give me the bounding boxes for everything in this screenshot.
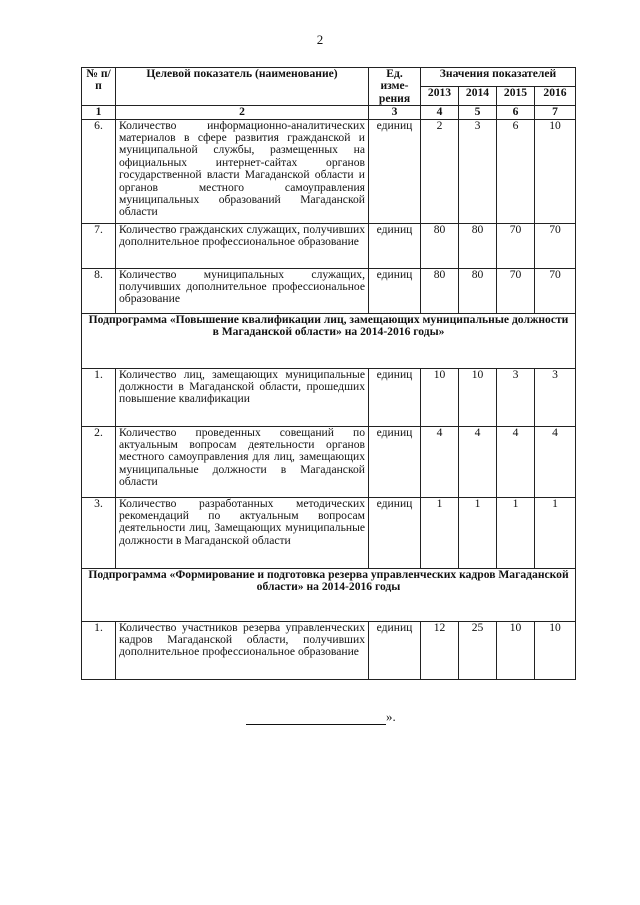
row-value: 1: [497, 497, 535, 568]
column-numbers-row: [82, 106, 576, 119]
row-value: 10: [421, 368, 459, 426]
table-row: [82, 426, 576, 497]
header-num: № п/п: [82, 68, 116, 106]
table-row: [82, 621, 576, 679]
column-number: 7: [535, 106, 576, 119]
row-value: 4: [459, 426, 497, 497]
row-number: 2.: [82, 426, 116, 497]
header-year: 2016: [535, 87, 576, 106]
row-unit: единиц: [369, 268, 421, 313]
header-unit: Ед. изме-рения: [369, 68, 421, 106]
column-number: 2: [116, 106, 369, 119]
row-number: 6.: [82, 119, 116, 223]
target-indicators-table: [81, 67, 576, 680]
row-value: 70: [497, 223, 535, 268]
row-value: 12: [421, 621, 459, 679]
row-value: 3: [497, 368, 535, 426]
row-value: 70: [535, 268, 576, 313]
table-row: [82, 119, 576, 223]
closing-line: [246, 709, 396, 725]
row-value: 1: [459, 497, 497, 568]
row-unit: единиц: [369, 368, 421, 426]
row-unit: единиц: [369, 621, 421, 679]
row-value: 4: [421, 426, 459, 497]
row-indicator: Количество информационно-аналитических материалов в сфере развития гражданской и муниципальной службы, размещенных на официальных интернет-сайтах органов государственной власти Магаданской области и органов местного самоуправления муниципальных образований Магаданской области: [116, 119, 369, 223]
row-indicator: Количество лиц, замещающих муниципальные должности в Магаданской области, прошедших повышение квалификации: [116, 368, 369, 426]
header-row: [82, 68, 576, 87]
row-number: 8.: [82, 268, 116, 313]
row-value: 4: [497, 426, 535, 497]
row-unit: единиц: [369, 426, 421, 497]
subprogram-title: Подпрограмма «Повышение квалификации лиц, замещающих муниципальные должности в Магаданской области» на 2014-2016 годы»: [82, 313, 576, 368]
closing-underline: [246, 712, 386, 725]
row-value: 1: [421, 497, 459, 568]
row-value: 80: [421, 223, 459, 268]
row-unit: единиц: [369, 223, 421, 268]
row-value: 10: [535, 119, 576, 223]
closing-mark: ».: [386, 709, 396, 724]
row-number: 1.: [82, 368, 116, 426]
row-indicator: Количество участников резерва управленческих кадров Магаданской области, получивших дополнительное профессиональное образование: [116, 621, 369, 679]
subprogram-row: [82, 313, 576, 368]
table-row: [82, 368, 576, 426]
header-year: 2015: [497, 87, 535, 106]
row-indicator: Количество разработанных методических рекомендаций по актуальным вопросам деятельности лиц, Замещающих муниципальные должности в Магаданской области: [116, 497, 369, 568]
column-number: 3: [369, 106, 421, 119]
table-row: [82, 268, 576, 313]
row-value: 3: [459, 119, 497, 223]
row-value: 3: [535, 368, 576, 426]
row-indicator: Количество гражданских служащих, получивших дополнительное профессиональное образование: [116, 223, 369, 268]
row-value: 1: [535, 497, 576, 568]
row-value: 70: [535, 223, 576, 268]
column-number: 5: [459, 106, 497, 119]
row-indicator: Количество проведенных совещаний по актуальным вопросам деятельности органов местного самоуправления для лиц, замещающих муниципальные должности в Магаданской области: [116, 426, 369, 497]
row-value: 2: [421, 119, 459, 223]
header-values-title: Значения показателей: [421, 68, 576, 87]
header-indicator: Целевой показатель (наименование): [116, 68, 369, 106]
row-value: 4: [535, 426, 576, 497]
column-number: 6: [497, 106, 535, 119]
table-row: [82, 223, 576, 268]
column-number: 4: [421, 106, 459, 119]
header-year: 2014: [459, 87, 497, 106]
row-number: 3.: [82, 497, 116, 568]
row-value: 25: [459, 621, 497, 679]
row-value: 10: [497, 621, 535, 679]
row-unit: единиц: [369, 497, 421, 568]
table-row: [82, 497, 576, 568]
row-number: 1.: [82, 621, 116, 679]
row-value: 10: [535, 621, 576, 679]
column-number: 1: [82, 106, 116, 119]
row-unit: единиц: [369, 119, 421, 223]
row-value: 6: [497, 119, 535, 223]
page-number: 2: [316, 32, 324, 47]
row-value: 10: [459, 368, 497, 426]
row-number: 7.: [82, 223, 116, 268]
subprogram-title: Подпрограмма «Формирование и подготовка резерва управленческих кадров Магаданской области» на 2014-2016 годы: [82, 568, 576, 621]
row-value: 80: [459, 268, 497, 313]
row-value: 70: [497, 268, 535, 313]
row-indicator: Количество муниципальных служащих, получивших дополнительное профессиональное образование: [116, 268, 369, 313]
row-value: 80: [459, 223, 497, 268]
subprogram-row: [82, 568, 576, 621]
header-year: 2013: [421, 87, 459, 106]
row-value: 80: [421, 268, 459, 313]
